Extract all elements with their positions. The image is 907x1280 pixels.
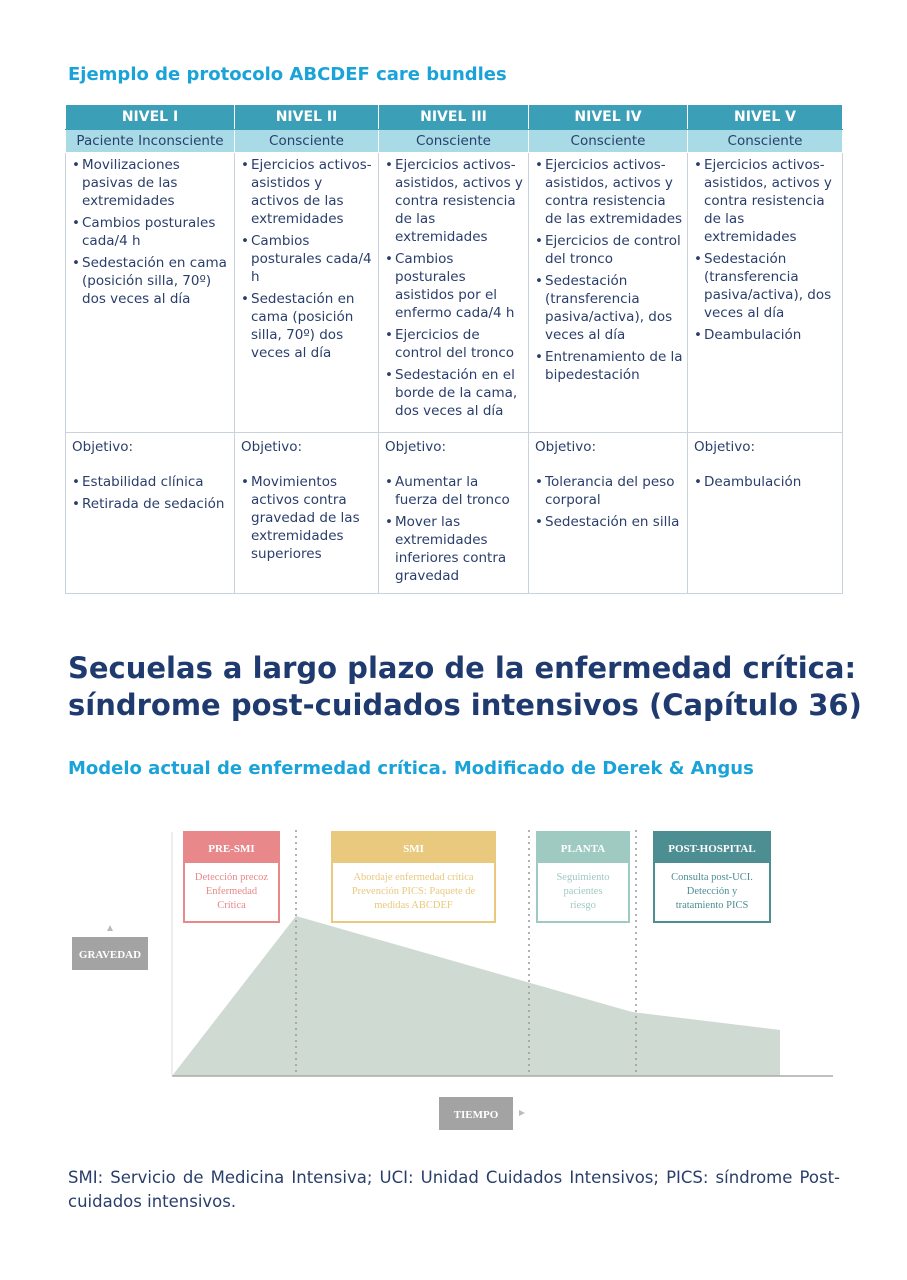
activities-cell <box>235 153 379 433</box>
goal-label: Objetivo: <box>241 439 303 455</box>
phase-text-line: Abordaje enfermedad crítica <box>353 872 474 883</box>
activity-item: • Sedestación (transferencia pasiva/activa), dos veces al día <box>535 272 683 344</box>
consciousness-cell: Consciente <box>529 130 688 153</box>
time-label: TIEMPO <box>453 1109 499 1121</box>
goals-list <box>694 473 838 491</box>
goals-cell <box>688 433 843 594</box>
activities-list <box>72 156 230 308</box>
phase-text-line: tratamiento PICS <box>675 900 749 911</box>
consciousness-cell: Paciente Inconsciente <box>66 130 235 153</box>
consciousness-cell: Consciente <box>235 130 379 153</box>
activity-item: • Ejercicios activos-asistidos, activos y contra resistencia de las extremidades <box>385 156 524 246</box>
activities-list <box>241 156 374 362</box>
consciousness-row <box>66 130 843 153</box>
phase-name: POST-HOSPITAL <box>668 843 756 855</box>
activity-item: • Ejercicios activos-asistidos y activos de las extremidades <box>241 156 374 228</box>
activity-item: • Cambios posturales cada/4 h <box>72 214 230 250</box>
level-header: NIVEL IV <box>529 105 688 130</box>
consciousness-cell: Consciente <box>688 130 843 153</box>
phase-box-post-hospital <box>654 832 770 922</box>
goal-item: • Deambulación <box>694 473 838 491</box>
goals-list <box>535 473 683 531</box>
activity-item: • Deambulación <box>694 326 838 344</box>
goal-item: • Mover las extremidades inferiores contra gravedad <box>385 513 524 585</box>
goal-item: • Tolerancia del peso corporal <box>535 473 683 509</box>
phase-text-line: Seguimiento <box>556 872 610 883</box>
phase-box-smi <box>332 832 495 922</box>
page-title: Secuelas a largo plazo de la enfermedad crítica: síndrome post-cuidados intensivos (Capítulo 36) <box>68 651 862 722</box>
phase-text-line: Detección precoz <box>194 872 269 883</box>
goal-item: • Aumentar la fuerza del tronco <box>385 473 524 509</box>
phase-text-line: riesgo <box>570 900 596 911</box>
activity-item: • Entrenamiento de la bipedestación <box>535 348 683 384</box>
activity-item: • Sedestación (transferencia pasiva/activa), dos veces al día <box>694 250 838 322</box>
critical-illness-model-figure <box>68 812 848 1142</box>
activity-item: • Ejercicios de control del tronco <box>385 326 524 362</box>
goals-cell <box>66 433 235 594</box>
goal-item: • Estabilidad clínica <box>72 473 230 491</box>
goals-cell <box>235 433 379 594</box>
activity-item: • Cambios posturales cada/4 h <box>241 232 374 286</box>
activity-item: • Ejercicios de control del tronco <box>535 232 683 268</box>
level-header: NIVEL V <box>688 105 843 130</box>
activities-cell <box>688 153 843 433</box>
goal-label: Objetivo: <box>694 439 756 455</box>
phase-text-line: pacientes <box>563 886 603 897</box>
goal-item: • Movimientos activos contra gravedad de las extremidades superiores <box>241 473 374 563</box>
phase-text-line: Enfermedad <box>205 886 258 897</box>
footnote: SMI: Servicio de Medicina Intensiva; UCI: Unidad Cuidados Intensivos; PICS: síndrome Post-cuidados intensivos. <box>68 1168 840 1211</box>
consciousness-cell: Consciente <box>379 130 529 153</box>
phase-name: SMI <box>403 843 424 855</box>
goal-label: Objetivo: <box>535 439 597 455</box>
activities-list <box>385 156 524 420</box>
phase-text-line: Detección y <box>686 886 738 897</box>
activities-list <box>535 156 683 384</box>
goals-list <box>72 473 230 513</box>
activities-list <box>694 156 838 344</box>
phase-text-line: medidas ABCDEF <box>374 900 453 911</box>
goal-label: Objetivo: <box>385 439 447 455</box>
activity-item: • Ejercicios activos-asistidos, activos y contra resistencia de las extremidades <box>694 156 838 246</box>
phase-text-line: Consulta post-UCI. <box>671 872 753 883</box>
goals-list <box>385 473 524 585</box>
activities-row <box>66 153 843 433</box>
goal-label: Objetivo: <box>72 439 134 455</box>
phase-text-line: Crítica <box>217 900 246 911</box>
goals-list <box>241 473 374 563</box>
table-title: Ejemplo de protocolo ABCDEF care bundles <box>68 64 507 85</box>
activities-cell <box>66 153 235 433</box>
activity-item: • Sedestación en cama (posición silla, 70º) dos veces al día <box>241 290 374 362</box>
protocol-table <box>65 104 843 594</box>
activity-item: • Cambios posturales asistidos por el enfermo cada/4 h <box>385 250 524 322</box>
activity-item: • Sedestación en cama (posición silla, 70º) dos veces al día <box>72 254 230 308</box>
severity-label: GRAVEDAD <box>78 949 142 961</box>
goals-cell <box>529 433 688 594</box>
level-header: NIVEL II <box>235 105 379 130</box>
arrow-right-icon <box>519 1110 525 1116</box>
activity-item: • Movilizaciones pasivas de las extremidades <box>72 156 230 210</box>
level-header-row <box>66 105 843 130</box>
phase-text-line: Prevención PICS: Paquete de <box>351 886 476 897</box>
phase-box-pre-smi <box>184 832 279 922</box>
activities-cell <box>379 153 529 433</box>
goal-item: • Sedestación en silla <box>535 513 683 531</box>
goal-item: • Retirada de sedación <box>72 495 230 513</box>
level-header: NIVEL I <box>66 105 235 130</box>
phase-name: PRE-SMI <box>208 843 255 855</box>
arrow-up-icon <box>107 925 113 931</box>
activity-item: • Sedestación en el borde de la cama, dos veces al día <box>385 366 524 420</box>
severity-area <box>172 916 780 1076</box>
phase-name: PLANTA <box>560 843 606 855</box>
goals-cell <box>379 433 529 594</box>
activity-item: • Ejercicios activos-asistidos, activos y contra resistencia de las extremidades <box>535 156 683 228</box>
figure-title: Modelo actual de enfermedad crítica. Modificado de Derek & Angus <box>68 758 754 779</box>
goals-row <box>66 433 843 594</box>
phase-box-planta <box>537 832 629 922</box>
activities-cell <box>529 153 688 433</box>
level-header: NIVEL III <box>379 105 529 130</box>
